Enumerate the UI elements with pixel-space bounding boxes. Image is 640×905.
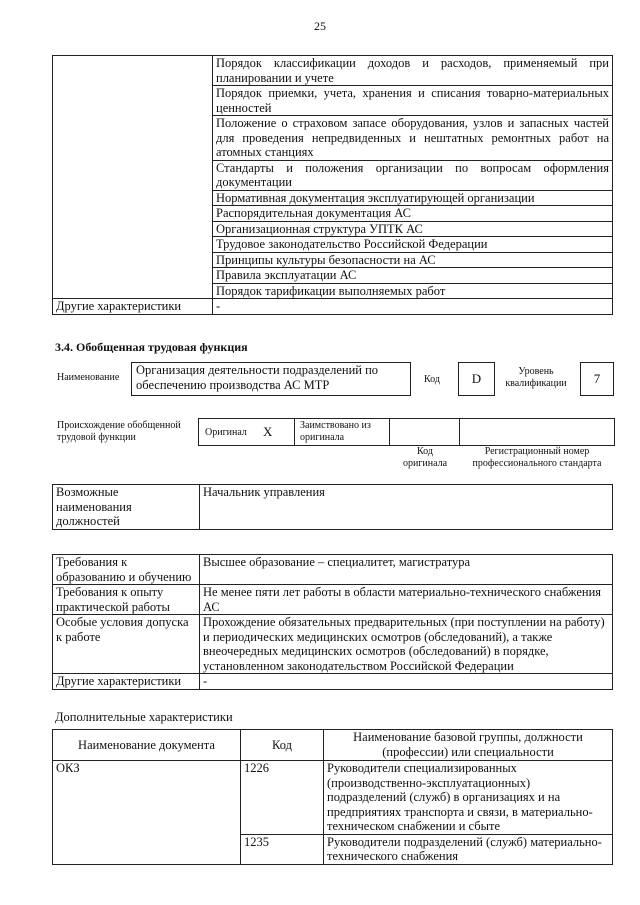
table-row — [53, 56, 613, 86]
additional-table — [52, 729, 613, 865]
table-cell: Принципы культуры безопасности на АС — [213, 252, 613, 268]
table-row — [53, 761, 613, 835]
doc-cell: ОКЗ — [53, 761, 241, 865]
table-cell: Положение о страховом запасе оборудования, узлов и запасных частей для проведения непредвиденных и нештатных ремонтных работ на атомных станциях — [213, 116, 613, 161]
code-cell: 1226 — [241, 761, 324, 835]
level-label: Уровень квалификации — [505, 366, 567, 389]
function-name-box: Организация деятельности подразделений по обеспечению производства АС МТР — [131, 362, 411, 396]
requirement-value: - — [200, 674, 613, 690]
table-cell-empty — [53, 56, 213, 299]
table-cell: Стандарты и положения организации по вопросам оформления документации — [213, 160, 613, 190]
header-cell: Наименование базовой группы, должности (профессии) или специальности — [324, 730, 613, 761]
requirement-label: Требования к опыту практической работы — [53, 585, 200, 615]
borrowed-label: Заимствовано из оригинала — [300, 420, 371, 443]
table-row — [53, 555, 613, 585]
table-row — [53, 299, 613, 315]
table-cell: Правила эксплуатации АС — [213, 268, 613, 284]
table-row — [53, 485, 613, 530]
requirement-value: Прохождение обязательных предварительных (при поступлении на работу) и периодических медицинских осмотров (обследований), а также внеочередных медицинских осмотров (обследований) в порядке, установленном законодательством Российской Федерации — [200, 615, 613, 674]
positions-value: Начальник управления — [200, 485, 613, 530]
requirement-label: Особые условия допуска к работе — [53, 615, 200, 674]
code-cell: 1235 — [241, 834, 324, 864]
table-cell: Трудовое законодательство Российской Федерации — [213, 237, 613, 253]
requirement-value: Высшее образование – специалитет, магистратура — [200, 555, 613, 585]
knowledge-table — [52, 55, 613, 315]
header-cell: Наименование документа — [53, 730, 241, 761]
requirement-label: Требования к образованию и обучению — [53, 555, 200, 585]
header-cell: Код — [241, 730, 324, 761]
origin-label: Происхождение обобщенной трудовой функции — [57, 420, 181, 443]
table-row — [53, 674, 613, 690]
page-number: 25 — [314, 19, 326, 33]
table-cell: Организационная структура УПТК АС — [213, 221, 613, 237]
table-row — [53, 585, 613, 615]
positions-table — [52, 484, 613, 530]
table-row — [53, 615, 613, 674]
table-cell: Нормативная документация эксплуатирующей организации — [213, 190, 613, 206]
divider — [294, 419, 295, 445]
divider — [389, 419, 390, 445]
section-title: 3.4. Обобщенная трудовая функция — [55, 340, 248, 354]
name-cell: Руководители подразделений (служб) материально-технического снабжения — [324, 834, 613, 864]
code-value-box: D — [458, 362, 495, 396]
requirement-value: Не менее пяти лет работы в области материально-технического снабжения АС — [200, 585, 613, 615]
additional-title: Дополнительные характеристики — [55, 710, 233, 724]
origin-box — [198, 418, 615, 446]
table-header-row — [53, 730, 613, 761]
requirement-label: Другие характеристики — [53, 674, 200, 690]
other-characteristics-value: - — [213, 299, 613, 315]
level-value-box: 7 — [580, 362, 614, 396]
code-original-caption: Код оригинала — [402, 446, 448, 469]
table-cell: Порядок приемки, учета, хранения и списания товарно-материальных ценностей — [213, 86, 613, 116]
table-cell: Распорядительная документация АС — [213, 206, 613, 222]
table-cell: Порядок классификации доходов и расходов, применяемый при планировании и учете — [213, 56, 613, 86]
name-label: Наименование — [57, 372, 120, 383]
registration-caption: Регистрационный номер профессионального стандарта — [472, 446, 602, 469]
name-cell: Руководители специализированных (производственно-эксплуатационных) подразделений (служб) в организациях и на предприятиях транспорта и связи, в материально-техническом снабжении и сбыте — [324, 761, 613, 835]
divider — [459, 419, 460, 445]
requirements-table — [52, 554, 613, 690]
code-label: Код — [424, 374, 440, 385]
original-mark: X — [263, 424, 273, 439]
original-label: Оригинал — [205, 427, 247, 438]
table-cell: Порядок тарификации выполняемых работ — [213, 283, 613, 299]
other-characteristics-label: Другие характеристики — [53, 299, 213, 315]
positions-label: Возможные наименования должностей — [53, 485, 200, 530]
